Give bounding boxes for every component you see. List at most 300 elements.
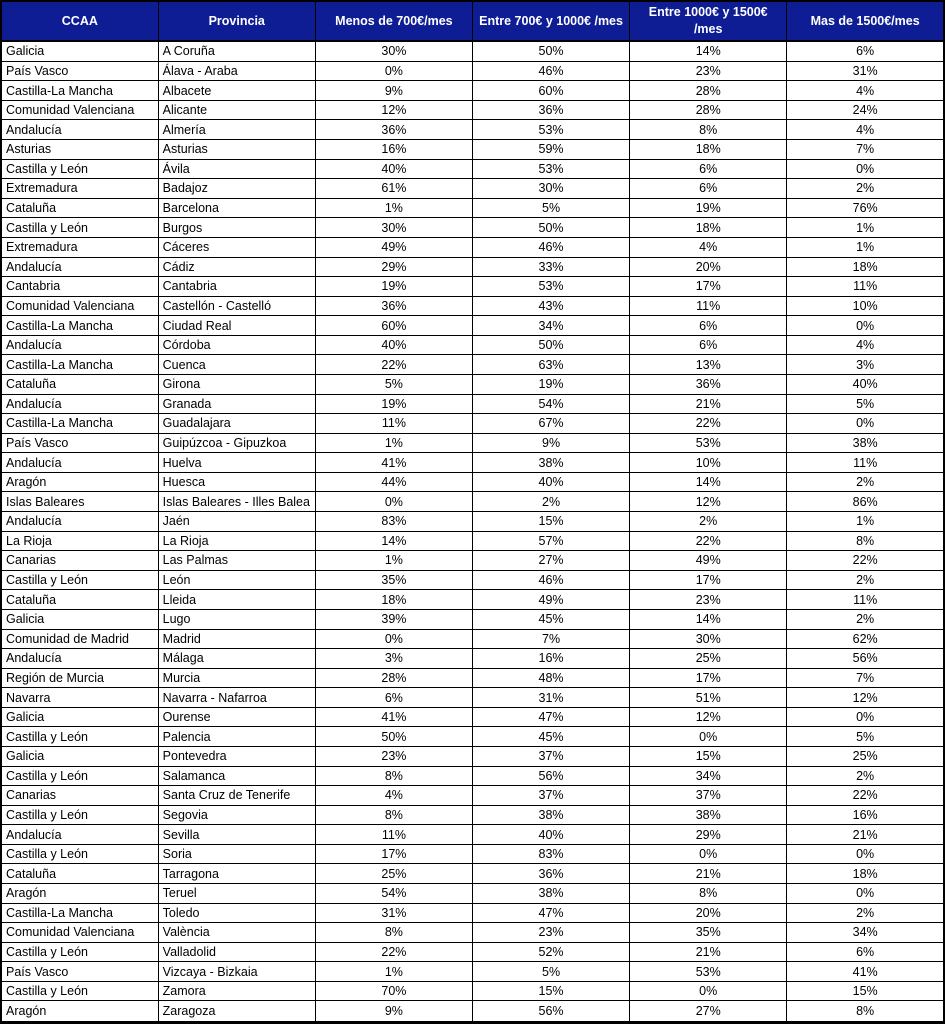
value-1000-1500-cell: 0% (630, 844, 787, 864)
ccaa-cell: Aragón (1, 884, 158, 904)
value-1000-1500-cell: 12% (630, 492, 787, 512)
value-menos-700-cell: 54% (315, 884, 472, 904)
value-1000-1500-cell: 36% (630, 374, 787, 394)
provincia-cell: Lugo (158, 609, 315, 629)
table-row (1, 864, 944, 884)
provincia-cell: Madrid (158, 629, 315, 649)
value-1000-1500-cell: 14% (630, 41, 787, 61)
value-1000-1500-cell: 38% (630, 805, 787, 825)
table-row (1, 825, 944, 845)
provincia-cell: Alicante (158, 100, 315, 120)
value-mas-1500-cell: 4% (787, 335, 944, 355)
table-row (1, 884, 944, 904)
ccaa-cell: Castilla-La Mancha (1, 316, 158, 336)
table-row (1, 512, 944, 532)
ccaa-cell: Cataluña (1, 590, 158, 610)
value-mas-1500-cell: 2% (787, 766, 944, 786)
value-1000-1500-cell: 21% (630, 942, 787, 962)
ccaa-cell: La Rioja (1, 531, 158, 551)
ccaa-cell: Comunidad de Madrid (1, 629, 158, 649)
ccaa-cell: Galicia (1, 746, 158, 766)
provincia-cell: Albacete (158, 81, 315, 101)
value-mas-1500-cell: 34% (787, 923, 944, 943)
ccaa-cell: Cataluña (1, 864, 158, 884)
value-1000-1500-cell: 0% (630, 981, 787, 1001)
value-menos-700-cell: 1% (315, 551, 472, 571)
table-row (1, 962, 944, 982)
value-mas-1500-cell: 76% (787, 198, 944, 218)
value-mas-1500-cell: 2% (787, 903, 944, 923)
value-1000-1500-cell: 6% (630, 179, 787, 199)
table-row (1, 296, 944, 316)
table-row (1, 590, 944, 610)
value-menos-700-cell: 41% (315, 453, 472, 473)
value-1000-1500-cell: 23% (630, 61, 787, 81)
provincia-cell: Málaga (158, 649, 315, 669)
value-mas-1500-cell: 25% (787, 746, 944, 766)
value-menos-700-cell: 1% (315, 198, 472, 218)
value-700-1000-cell: 53% (472, 277, 629, 297)
value-mas-1500-cell: 6% (787, 942, 944, 962)
value-700-1000-cell: 50% (472, 41, 629, 61)
value-700-1000-cell: 15% (472, 512, 629, 532)
value-mas-1500-cell: 86% (787, 492, 944, 512)
provincia-cell: Las Palmas (158, 551, 315, 571)
value-menos-700-cell: 9% (315, 1001, 472, 1023)
table-row (1, 942, 944, 962)
value-700-1000-cell: 5% (472, 962, 629, 982)
provincia-cell: Granada (158, 394, 315, 414)
value-1000-1500-cell: 15% (630, 746, 787, 766)
value-menos-700-cell: 49% (315, 237, 472, 257)
table-row (1, 394, 944, 414)
value-menos-700-cell: 18% (315, 590, 472, 610)
provincia-cell: La Rioja (158, 531, 315, 551)
column-header-1000-1500: Entre 1000€ y 1500€ /mes (630, 1, 787, 41)
provincia-cell: Huesca (158, 472, 315, 492)
value-mas-1500-cell: 3% (787, 355, 944, 375)
provincia-cell: Teruel (158, 884, 315, 904)
value-1000-1500-cell: 37% (630, 786, 787, 806)
value-1000-1500-cell: 30% (630, 629, 787, 649)
value-mas-1500-cell: 0% (787, 316, 944, 336)
ccaa-cell: Galicia (1, 41, 158, 61)
value-700-1000-cell: 38% (472, 884, 629, 904)
value-mas-1500-cell: 22% (787, 551, 944, 571)
table-row (1, 159, 944, 179)
value-1000-1500-cell: 35% (630, 923, 787, 943)
table-row (1, 492, 944, 512)
table-row (1, 237, 944, 257)
value-1000-1500-cell: 20% (630, 903, 787, 923)
value-700-1000-cell: 16% (472, 649, 629, 669)
ccaa-cell: Cataluña (1, 198, 158, 218)
ccaa-cell: Castilla y León (1, 942, 158, 962)
table-row (1, 277, 944, 297)
value-menos-700-cell: 22% (315, 942, 472, 962)
ccaa-cell: Castilla-La Mancha (1, 414, 158, 434)
value-menos-700-cell: 30% (315, 218, 472, 238)
ccaa-cell: Castilla y León (1, 844, 158, 864)
provincia-cell: Murcia (158, 668, 315, 688)
table-row (1, 786, 944, 806)
table-row (1, 1001, 944, 1023)
value-menos-700-cell: 14% (315, 531, 472, 551)
value-menos-700-cell: 11% (315, 825, 472, 845)
value-1000-1500-cell: 28% (630, 81, 787, 101)
ccaa-cell: Castilla y León (1, 766, 158, 786)
table-row (1, 923, 944, 943)
value-700-1000-cell: 48% (472, 668, 629, 688)
value-menos-700-cell: 8% (315, 805, 472, 825)
table-row (1, 316, 944, 336)
provincia-cell: Sevilla (158, 825, 315, 845)
provincia-cell: Vizcaya - Bizkaia (158, 962, 315, 982)
value-700-1000-cell: 40% (472, 472, 629, 492)
value-menos-700-cell: 1% (315, 962, 472, 982)
table-row (1, 453, 944, 473)
value-700-1000-cell: 43% (472, 296, 629, 316)
value-mas-1500-cell: 24% (787, 100, 944, 120)
value-700-1000-cell: 7% (472, 629, 629, 649)
value-mas-1500-cell: 11% (787, 590, 944, 610)
ccaa-cell: Andalucía (1, 512, 158, 532)
value-menos-700-cell: 25% (315, 864, 472, 884)
value-700-1000-cell: 2% (472, 492, 629, 512)
value-700-1000-cell: 49% (472, 590, 629, 610)
value-menos-700-cell: 36% (315, 296, 472, 316)
value-mas-1500-cell: 22% (787, 786, 944, 806)
value-mas-1500-cell: 18% (787, 864, 944, 884)
value-1000-1500-cell: 17% (630, 668, 787, 688)
table-body (1, 41, 944, 1023)
value-menos-700-cell: 12% (315, 100, 472, 120)
value-700-1000-cell: 9% (472, 433, 629, 453)
value-1000-1500-cell: 6% (630, 316, 787, 336)
provincia-cell: Guadalajara (158, 414, 315, 434)
value-1000-1500-cell: 6% (630, 159, 787, 179)
value-1000-1500-cell: 21% (630, 864, 787, 884)
value-mas-1500-cell: 6% (787, 41, 944, 61)
provincia-cell: Pontevedra (158, 746, 315, 766)
value-menos-700-cell: 0% (315, 492, 472, 512)
value-mas-1500-cell: 2% (787, 179, 944, 199)
value-menos-700-cell: 6% (315, 688, 472, 708)
ccaa-cell: Islas Baleares (1, 492, 158, 512)
value-700-1000-cell: 52% (472, 942, 629, 962)
value-mas-1500-cell: 31% (787, 61, 944, 81)
ccaa-cell: Andalucía (1, 453, 158, 473)
provincia-cell: Burgos (158, 218, 315, 238)
ccaa-cell: Castilla-La Mancha (1, 81, 158, 101)
value-1000-1500-cell: 10% (630, 453, 787, 473)
provincia-cell: Cáceres (158, 237, 315, 257)
provincia-cell: València (158, 923, 315, 943)
value-menos-700-cell: 60% (315, 316, 472, 336)
ccaa-cell: Andalucía (1, 394, 158, 414)
value-1000-1500-cell: 53% (630, 433, 787, 453)
provincia-cell: Valladolid (158, 942, 315, 962)
provincia-cell: Zaragoza (158, 1001, 315, 1023)
provincia-cell: Ourense (158, 707, 315, 727)
value-menos-700-cell: 40% (315, 159, 472, 179)
value-menos-700-cell: 36% (315, 120, 472, 140)
table-row (1, 198, 944, 218)
value-mas-1500-cell: 1% (787, 218, 944, 238)
column-header-menos-700: Menos de 700€/mes (315, 1, 472, 41)
provincia-cell: Ávila (158, 159, 315, 179)
value-mas-1500-cell: 4% (787, 120, 944, 140)
provincia-cell: Tarragona (158, 864, 315, 884)
value-700-1000-cell: 50% (472, 335, 629, 355)
table-row (1, 903, 944, 923)
value-mas-1500-cell: 2% (787, 570, 944, 590)
table-row (1, 609, 944, 629)
table-row (1, 805, 944, 825)
value-700-1000-cell: 5% (472, 198, 629, 218)
value-700-1000-cell: 38% (472, 453, 629, 473)
value-1000-1500-cell: 22% (630, 414, 787, 434)
value-mas-1500-cell: 4% (787, 81, 944, 101)
value-700-1000-cell: 56% (472, 766, 629, 786)
table-row (1, 257, 944, 277)
value-700-1000-cell: 37% (472, 786, 629, 806)
value-1000-1500-cell: 49% (630, 551, 787, 571)
value-700-1000-cell: 50% (472, 218, 629, 238)
value-700-1000-cell: 53% (472, 120, 629, 140)
table-row (1, 179, 944, 199)
value-mas-1500-cell: 40% (787, 374, 944, 394)
value-700-1000-cell: 56% (472, 1001, 629, 1023)
value-mas-1500-cell: 10% (787, 296, 944, 316)
value-1000-1500-cell: 22% (630, 531, 787, 551)
value-700-1000-cell: 47% (472, 903, 629, 923)
value-1000-1500-cell: 20% (630, 257, 787, 277)
ccaa-cell: Castilla-La Mancha (1, 355, 158, 375)
value-700-1000-cell: 15% (472, 981, 629, 1001)
ccaa-cell: Castilla y León (1, 727, 158, 747)
provincia-cell: Huelva (158, 453, 315, 473)
column-header-mas-1500: Mas de 1500€/mes (787, 1, 944, 41)
ccaa-cell: Asturias (1, 140, 158, 160)
provincia-cell: Zamora (158, 981, 315, 1001)
value-700-1000-cell: 45% (472, 727, 629, 747)
table-row (1, 746, 944, 766)
ccaa-cell: Comunidad Valenciana (1, 296, 158, 316)
value-1000-1500-cell: 18% (630, 140, 787, 160)
value-menos-700-cell: 5% (315, 374, 472, 394)
provincia-cell: Cuenca (158, 355, 315, 375)
provincia-cell: Toledo (158, 903, 315, 923)
ccaa-cell: Andalucía (1, 335, 158, 355)
table-row (1, 649, 944, 669)
value-menos-700-cell: 0% (315, 629, 472, 649)
table-row (1, 551, 944, 571)
value-menos-700-cell: 35% (315, 570, 472, 590)
table-header (1, 1, 944, 41)
value-1000-1500-cell: 19% (630, 198, 787, 218)
value-menos-700-cell: 17% (315, 844, 472, 864)
provincia-cell: Santa Cruz de Tenerife (158, 786, 315, 806)
table-row (1, 472, 944, 492)
value-mas-1500-cell: 21% (787, 825, 944, 845)
table-row (1, 140, 944, 160)
provincia-cell: Cantabria (158, 277, 315, 297)
provincia-cell: A Coruña (158, 41, 315, 61)
value-700-1000-cell: 46% (472, 237, 629, 257)
ccaa-cell: Comunidad Valenciana (1, 923, 158, 943)
value-menos-700-cell: 28% (315, 668, 472, 688)
column-header-ccaa: CCAA (1, 1, 158, 41)
value-mas-1500-cell: 0% (787, 884, 944, 904)
value-700-1000-cell: 63% (472, 355, 629, 375)
value-700-1000-cell: 30% (472, 179, 629, 199)
ccaa-cell: Canarias (1, 786, 158, 806)
table-row (1, 61, 944, 81)
ccaa-cell: País Vasco (1, 962, 158, 982)
provincia-cell: Asturias (158, 140, 315, 160)
value-1000-1500-cell: 18% (630, 218, 787, 238)
provincia-cell: Guipúzcoa - Gipuzkoa (158, 433, 315, 453)
value-mas-1500-cell: 12% (787, 688, 944, 708)
value-menos-700-cell: 39% (315, 609, 472, 629)
ccaa-cell: Andalucía (1, 120, 158, 140)
value-menos-700-cell: 1% (315, 433, 472, 453)
value-menos-700-cell: 19% (315, 394, 472, 414)
provincia-cell: León (158, 570, 315, 590)
value-700-1000-cell: 27% (472, 551, 629, 571)
value-mas-1500-cell: 0% (787, 414, 944, 434)
ccaa-cell: Castilla y León (1, 570, 158, 590)
ccaa-cell: Andalucía (1, 649, 158, 669)
table-row (1, 218, 944, 238)
value-1000-1500-cell: 17% (630, 277, 787, 297)
value-menos-700-cell: 29% (315, 257, 472, 277)
value-mas-1500-cell: 41% (787, 962, 944, 982)
value-1000-1500-cell: 12% (630, 707, 787, 727)
value-1000-1500-cell: 8% (630, 884, 787, 904)
value-700-1000-cell: 57% (472, 531, 629, 551)
value-1000-1500-cell: 51% (630, 688, 787, 708)
table-row (1, 668, 944, 688)
table-row (1, 981, 944, 1001)
table-row (1, 531, 944, 551)
value-mas-1500-cell: 1% (787, 237, 944, 257)
value-mas-1500-cell: 16% (787, 805, 944, 825)
ccaa-cell: Galicia (1, 609, 158, 629)
ccaa-cell: Castilla-La Mancha (1, 903, 158, 923)
provincia-cell: Salamanca (158, 766, 315, 786)
provincia-cell: Jaén (158, 512, 315, 532)
table-row (1, 766, 944, 786)
value-mas-1500-cell: 2% (787, 609, 944, 629)
value-mas-1500-cell: 7% (787, 140, 944, 160)
value-mas-1500-cell: 18% (787, 257, 944, 277)
provincia-cell: Castellón - Castelló (158, 296, 315, 316)
value-700-1000-cell: 60% (472, 81, 629, 101)
ccaa-cell: Cataluña (1, 374, 158, 394)
value-menos-700-cell: 31% (315, 903, 472, 923)
value-700-1000-cell: 47% (472, 707, 629, 727)
ccaa-cell: Canarias (1, 551, 158, 571)
value-1000-1500-cell: 13% (630, 355, 787, 375)
table-row (1, 433, 944, 453)
value-mas-1500-cell: 5% (787, 394, 944, 414)
value-1000-1500-cell: 28% (630, 100, 787, 120)
value-1000-1500-cell: 29% (630, 825, 787, 845)
ccaa-cell: Andalucía (1, 825, 158, 845)
value-700-1000-cell: 46% (472, 570, 629, 590)
ccaa-cell: Andalucía (1, 257, 158, 277)
ccaa-cell: Castilla y León (1, 218, 158, 238)
value-mas-1500-cell: 0% (787, 844, 944, 864)
provincia-cell: Ciudad Real (158, 316, 315, 336)
provincia-cell: Almería (158, 120, 315, 140)
table-row (1, 41, 944, 61)
value-mas-1500-cell: 0% (787, 707, 944, 727)
value-menos-700-cell: 70% (315, 981, 472, 1001)
ccaa-cell: Región de Murcia (1, 668, 158, 688)
value-700-1000-cell: 46% (472, 61, 629, 81)
table-row (1, 355, 944, 375)
ccaa-cell: Castilla y León (1, 981, 158, 1001)
value-menos-700-cell: 44% (315, 472, 472, 492)
ccaa-cell: Aragón (1, 472, 158, 492)
value-700-1000-cell: 37% (472, 746, 629, 766)
value-menos-700-cell: 61% (315, 179, 472, 199)
value-mas-1500-cell: 7% (787, 668, 944, 688)
value-menos-700-cell: 19% (315, 277, 472, 297)
value-menos-700-cell: 9% (315, 81, 472, 101)
value-700-1000-cell: 36% (472, 864, 629, 884)
value-1000-1500-cell: 17% (630, 570, 787, 590)
value-mas-1500-cell: 1% (787, 512, 944, 532)
value-700-1000-cell: 67% (472, 414, 629, 434)
value-menos-700-cell: 4% (315, 786, 472, 806)
provincia-cell: Girona (158, 374, 315, 394)
value-1000-1500-cell: 23% (630, 590, 787, 610)
value-1000-1500-cell: 8% (630, 120, 787, 140)
ccaa-cell: Galicia (1, 707, 158, 727)
provincia-cell: Segovia (158, 805, 315, 825)
value-mas-1500-cell: 11% (787, 453, 944, 473)
value-1000-1500-cell: 6% (630, 335, 787, 355)
ccaa-cell: País Vasco (1, 61, 158, 81)
ccaa-cell: Extremadura (1, 237, 158, 257)
value-menos-700-cell: 16% (315, 140, 472, 160)
value-mas-1500-cell: 15% (787, 981, 944, 1001)
value-menos-700-cell: 41% (315, 707, 472, 727)
column-header-provincia: Provincia (158, 1, 315, 41)
value-mas-1500-cell: 11% (787, 277, 944, 297)
table-row (1, 707, 944, 727)
value-700-1000-cell: 23% (472, 923, 629, 943)
ccaa-cell: Aragón (1, 1001, 158, 1023)
value-menos-700-cell: 0% (315, 61, 472, 81)
value-1000-1500-cell: 2% (630, 512, 787, 532)
value-1000-1500-cell: 53% (630, 962, 787, 982)
ccaa-cell: Cantabria (1, 277, 158, 297)
table-row (1, 120, 944, 140)
value-menos-700-cell: 40% (315, 335, 472, 355)
provincia-cell: Cádiz (158, 257, 315, 277)
value-700-1000-cell: 59% (472, 140, 629, 160)
provincia-cell: Islas Baleares - Illes Balea (158, 492, 315, 512)
table-row (1, 335, 944, 355)
provincia-cell: Soria (158, 844, 315, 864)
value-mas-1500-cell: 2% (787, 472, 944, 492)
value-menos-700-cell: 23% (315, 746, 472, 766)
